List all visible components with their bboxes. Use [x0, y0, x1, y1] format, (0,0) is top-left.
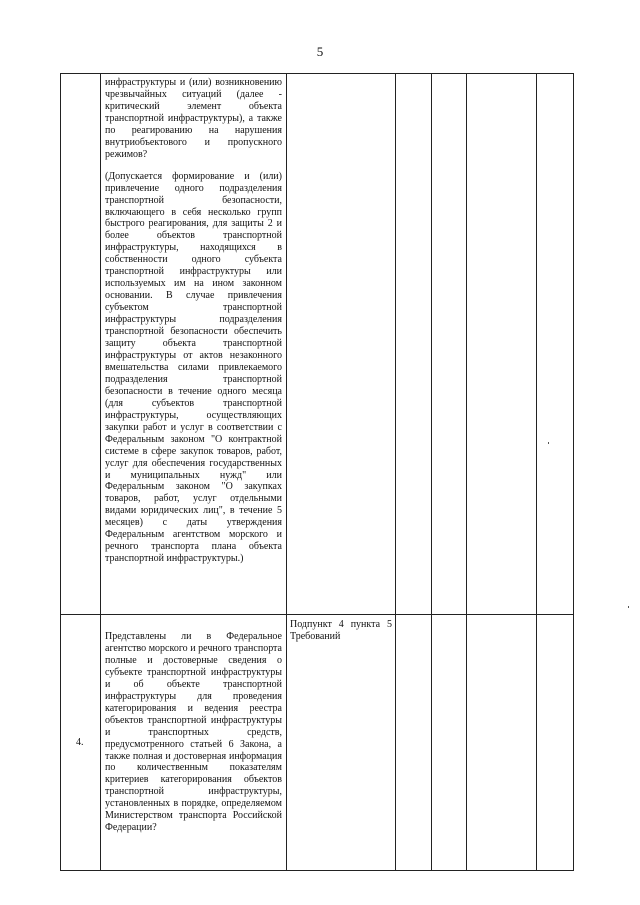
- table-border-top: [60, 73, 574, 74]
- column-border: [395, 73, 396, 871]
- row-divider: [60, 614, 574, 615]
- table-border-bottom: [60, 870, 574, 871]
- question-cell: [105, 631, 282, 834]
- column-border: [536, 73, 537, 871]
- column-border: [100, 73, 101, 871]
- table-border-right: [573, 73, 574, 871]
- scan-speck: [628, 606, 629, 608]
- column-border: [431, 73, 432, 871]
- question-paragraph: инфраструктуры и (или) возникновению чрезвычайных ситуаций (далее - критический элемент объекта транспортной инфраструктуры), а также по реагированию на нарушения внутриобъектового и пропускного режимов?: [105, 77, 282, 160]
- page-number: 5: [316, 44, 324, 59]
- column-border: [286, 73, 287, 871]
- column-border: [60, 73, 61, 871]
- row-number: 4.: [76, 737, 84, 748]
- question-paragraph: Представлены ли в Федеральное агентство морского и речного транспорта полные и достоверные сведения о субъекте транспортной инфраструктуры и об объекте транспортной инфраструктуры для проведения категорирования и ведения реестра объектов транспортной инфраструктуры и транспортных средств, предусмотренного статьей 6 Закона, а также полная и достоверная информация по количественным показателям критериев категорирования объектов транспортной инфраструктуры, установленных в порядке, определяемом Министерством транспорта Российской Федерации?: [105, 631, 282, 834]
- reference-cell: Подпункт 4 пункта 5 Требований: [290, 619, 392, 642]
- scan-speck: [548, 442, 549, 444]
- question-cell: [105, 77, 282, 565]
- question-note: (Допускается формирование и (или) привлечение одного подразделения транспортной безопасности, включающего в себя несколько групп быстрого реагирования, для защиты 2 и более объектов транспортной инфраструктуры, находящихся в собственности одного субъекта транспортной инфраструктуры или используемых им на ином законном основании. В случае привлечения субъектом транспортной инфраструктуры подразделения транспортной безопасности обеспечить защиту объекта транспортной инфраструктуры от актов незаконного вмешательства силами привлекаемого подразделения транспортной безопасности в течение одного месяца (для субъектов транспортной инфраструктуры, осуществляющих закупки работ и услуг в соответствии с Федеральным законом "О контрактной системе в сфере закупок товаров, работ, услуг для обеспечения государственных и муниципальных нужд" или Федеральным законом "О закупках товаров, работ, услуг отдельными видами юридических лиц", в течение 5 месяцев) с даты утверждения Федеральным агентством морского и речного транспорта плана объекта транспортной инфраструктуры.): [105, 170, 282, 565]
- column-border: [466, 73, 467, 871]
